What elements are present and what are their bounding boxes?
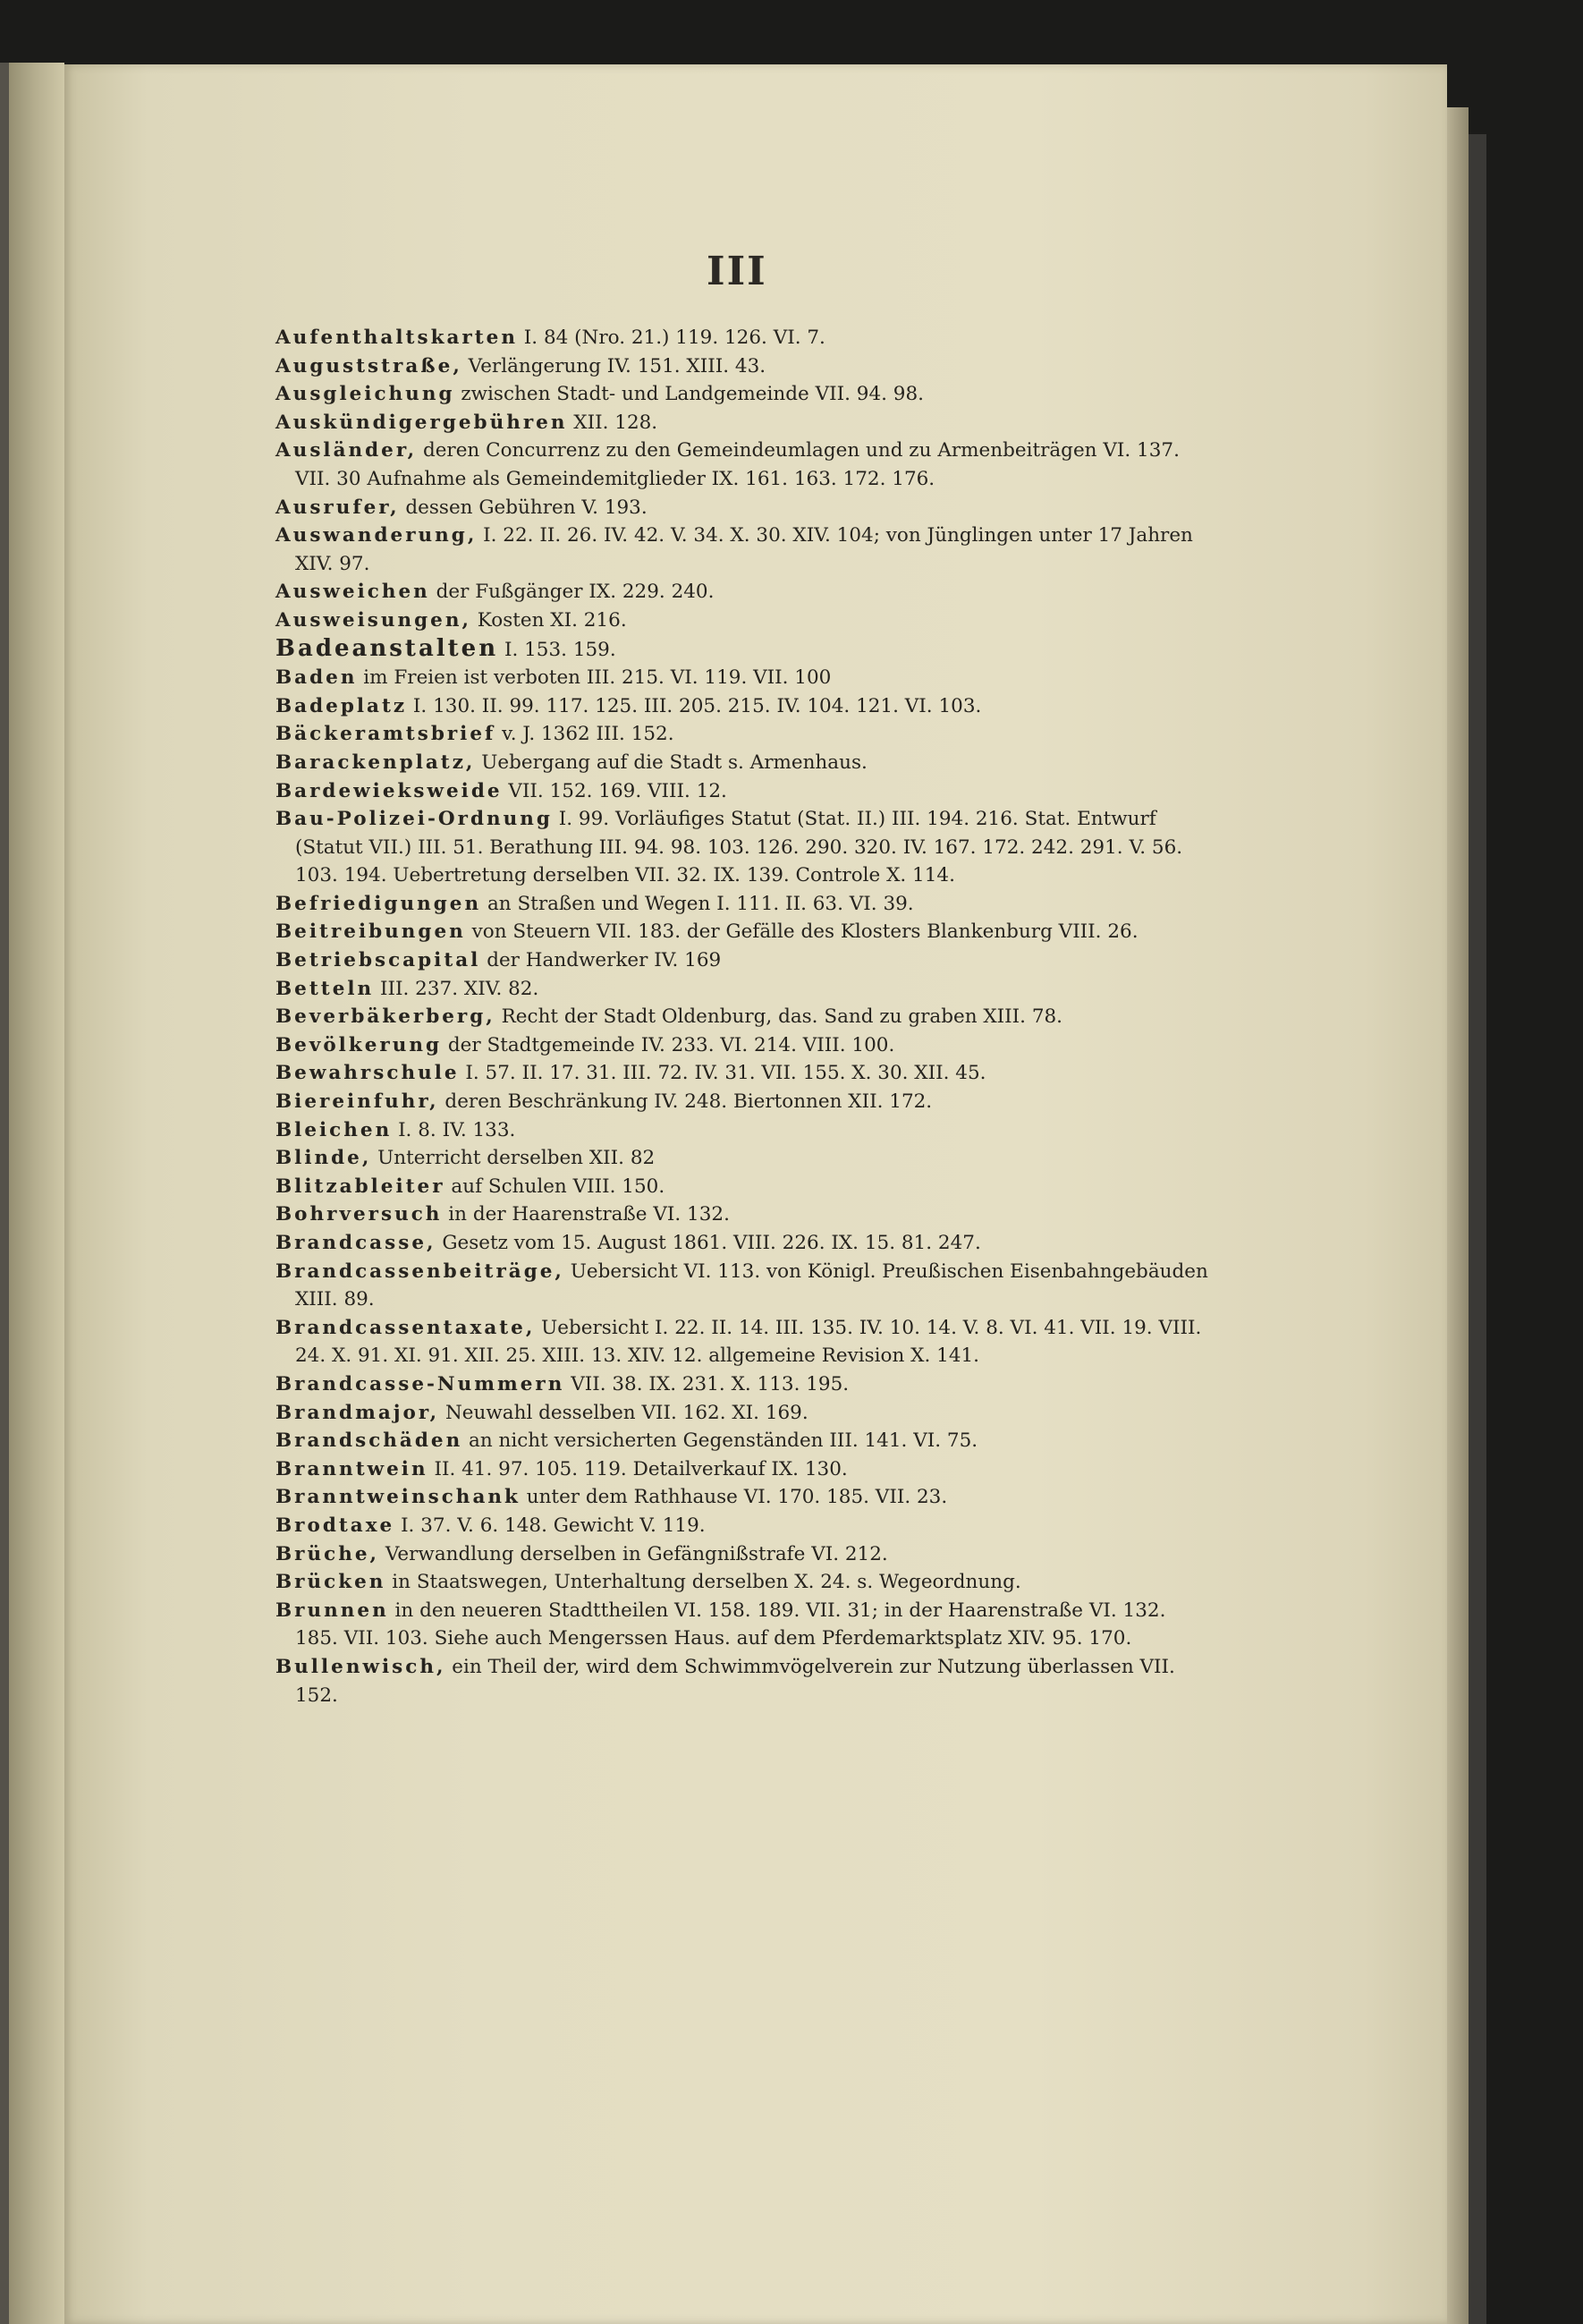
index-entry-references: ein Theil der, wird dem Schwimmvögelverein zur Nutzung überlassen VII. 152.	[295, 1655, 1175, 1707]
index-entry-headword: Bevölkerung	[275, 1033, 443, 1056]
index-entry-references: I. 130. II. 99. 117. 125. III. 205. 215. IV. 104. 121. VI. 103.	[407, 694, 982, 717]
index-entry	[275, 352, 1215, 381]
index-entry	[275, 1314, 1215, 1370]
index-entry-references: Unterricht derselben XII. 82	[371, 1147, 656, 1170]
index-entry	[275, 1568, 1215, 1597]
index-entry	[275, 720, 1215, 749]
index-entry-references: Verwandlung derselben in Gefängnißstrafe VI. 212.	[379, 1542, 888, 1565]
index-entry-headword: Biereinfuhr,	[275, 1090, 439, 1114]
index-entry-references: unter dem Rathhause VI. 170. 185. VII. 23.	[520, 1486, 948, 1509]
index-entry-headword: Branntweinschank	[275, 1486, 521, 1509]
index-entry-headword: Auskündigergebühren	[275, 411, 568, 434]
index-entry	[275, 918, 1215, 946]
index-entry	[275, 1427, 1215, 1455]
index-entry-references: auf Schulen VIII. 150.	[444, 1175, 665, 1198]
index-entry-headword: Barackenplatz,	[275, 751, 476, 774]
index-entry	[275, 975, 1215, 1004]
index-entry-headword: Bleichen	[275, 1118, 393, 1141]
index-entry-references: I. 57. II. 17. 31. III. 72. IV. 31. VII. 155. X. 30. XII. 45.	[459, 1062, 986, 1085]
index-entry-references: in den neueren Stadttheilen VI. 158. 189. VII. 31; in der Haarenstraße VI. 132. 185. VII. 103. Siehe auch Mengerssen Haus. auf dem Pferdemarktsplatz XIV. 95. 170.	[295, 1599, 1166, 1650]
index-entry-references: von Steuern VII. 183. der Gefälle des Klosters Blankenburg VIII. 26.	[465, 920, 1139, 944]
left-cover-edge	[0, 63, 9, 2324]
index-entry	[275, 946, 1215, 975]
index-entry-headword: Brüche,	[275, 1542, 380, 1565]
index-entry-references: deren Concurrenz zu den Gemeindeumlagen und zu Armenbeiträgen VI. 137. VII. 30 Aufnahme als Gemeindemitglieder IX. 161. 163. 172. 176.	[295, 439, 1180, 490]
index-entry	[275, 522, 1215, 578]
index-entry-references: I. 153. 159.	[498, 638, 616, 661]
index-entry	[275, 1483, 1215, 1512]
index-entry-headword: Ausgleichung	[275, 383, 455, 406]
page-number: III	[707, 249, 767, 294]
index-entry-references: II. 41. 97. 105. 119. Detailverkauf IX. 130.	[427, 1457, 848, 1480]
index-entry-headword: Brandcassenbeiträge,	[275, 1260, 564, 1283]
index-entry-headword: Blitzableiter	[275, 1175, 445, 1198]
index-entry-headword: Branntwein	[275, 1457, 428, 1480]
index-entry-headword: Brodtaxe	[275, 1514, 395, 1537]
index-entry-references: an nicht versicherten Gegenständen III. 141. VI. 75.	[462, 1429, 978, 1453]
index-entry-headword: Brandschäden	[275, 1429, 463, 1453]
index-entry-references: in Staatswegen, Unterhaltung derselben X. 24. s. Wegeordnung.	[385, 1571, 1021, 1594]
index-entry-references: Neuwahl desselben VII. 162. XI. 169.	[439, 1401, 808, 1424]
index-entry-headword: Bullenwisch,	[275, 1655, 446, 1678]
index-entry-headword: Bau-Polizei-Ordnung	[275, 808, 553, 831]
index-entry-headword: Brücken	[275, 1571, 386, 1594]
index-entry	[275, 1031, 1215, 1060]
index-entry	[275, 1003, 1215, 1031]
index-entry	[275, 1540, 1215, 1569]
index-entry-headword: Bohrversuch	[275, 1203, 443, 1226]
index-entry-references: Uebergang auf die Stadt s. Armenhaus.	[475, 751, 868, 774]
page-stack-edge	[1447, 107, 1469, 2324]
index-entry-references: VII. 38. IX. 231. X. 113. 195.	[564, 1372, 850, 1395]
index-entry	[275, 409, 1215, 437]
index-entry-references: III. 237. XIV. 82.	[374, 977, 539, 1000]
index-entry-headword: Bardewieksweide	[275, 779, 503, 802]
index-entry	[275, 1200, 1215, 1229]
index-entry-headword: Brandcassentaxate,	[275, 1316, 536, 1339]
index-entry-references: Gesetz vom 15. August 1861. VIII. 226. IX. 15. 81. 247.	[436, 1232, 981, 1254]
index-entry-references: Recht der Stadt Oldenburg, das. Sand zu graben XIII. 78.	[495, 1005, 1063, 1029]
index-entry	[275, 1144, 1215, 1173]
index-entry-headword: Blinde,	[275, 1147, 372, 1170]
index-entry-headword: Betriebscapital	[275, 949, 481, 972]
index-entry-references: der Fußgänger IX. 229. 240.	[429, 581, 715, 604]
index-entry	[275, 664, 1215, 692]
index-entry-headword: Ausweichen	[275, 581, 430, 604]
index-entry-references: dessen Gebühren V. 193.	[399, 496, 648, 519]
index-entry	[275, 1229, 1215, 1258]
index-entry-references: in der Haarenstraße VI. 132.	[442, 1203, 730, 1226]
index-entry	[275, 749, 1215, 777]
index-entry-references: v. J. 1362 III. 152.	[495, 723, 674, 746]
index-entry	[275, 1455, 1215, 1484]
index-entry-references: I. 8. IV. 133.	[392, 1118, 516, 1141]
index-entry	[275, 1370, 1215, 1399]
index-entry	[275, 1258, 1215, 1314]
index-entry	[275, 1116, 1215, 1145]
index-entry-references: I. 37. V. 6. 148. Gewicht V. 119.	[394, 1514, 706, 1537]
index-entry-references: I. 84 (Nro. 21.) 119. 126. VI. 7.	[517, 327, 825, 349]
index-entry-references: zwischen Stadt- und Landgemeinde VII. 94. 98.	[454, 383, 924, 406]
index-entry-headword: Badeanstalten	[275, 634, 499, 662]
index-entry-headword: Baden	[275, 666, 358, 690]
index-entry-references: Kosten XI. 216.	[470, 608, 627, 632]
index-entry-references: an Straßen und Wegen I. 111. II. 63. VI. 39.	[481, 892, 914, 915]
index-entry	[275, 635, 1215, 665]
index-entry-references: XII. 128.	[567, 411, 658, 434]
index-entry-headword: Bewahrschule	[275, 1062, 460, 1085]
index-entry	[275, 890, 1215, 919]
index-entry-headword: Auswanderung,	[275, 524, 478, 547]
index-entry-references: Verlängerung IV. 151. XIII. 43.	[461, 354, 766, 377]
index-entry-references: Uebersicht VI. 113. von Königl. Preußischen Eisenbahngebäuden XIII. 89.	[295, 1260, 1208, 1311]
index-entry	[275, 1512, 1215, 1540]
index-entry-headword: Ausweisungen,	[275, 608, 471, 632]
index-entry	[275, 1173, 1215, 1201]
index-entry	[275, 324, 1215, 352]
index-entry-references: deren Beschränkung IV. 248. Biertonnen XII. 172.	[438, 1090, 933, 1114]
index-entry	[275, 1653, 1215, 1709]
index-entry-references: I. 99. Vorläufiges Statut (Stat. II.) III. 194. 216. Stat. Entwurf (Statut VII.) III. 51. Berathung III. 94. 98. 103. 126. 290. 320. IV. 167. 172. 242. 291. V. 56. 103. 194. Uebertretung derselben VII. 32. IX. 139. Controle X. 114.	[295, 808, 1183, 887]
index-entry-headword: Befriedigungen	[275, 892, 482, 915]
index-entry	[275, 437, 1215, 493]
index-entry	[275, 1088, 1215, 1116]
index-entry	[275, 578, 1215, 606]
left-page-edge	[0, 63, 64, 2324]
index-entry-headword: Ausrufer,	[275, 496, 400, 519]
index-entry	[275, 777, 1215, 806]
index-entry-headword: Betteln	[275, 977, 375, 1000]
index-entry-headword: Beverbäkerberg,	[275, 1005, 495, 1029]
index-entry-headword: Bäckeramtsbrief	[275, 723, 496, 746]
index-entry	[275, 494, 1215, 522]
index-entry	[275, 1059, 1215, 1088]
index-entry-references: Uebersicht I. 22. II. 14. III. 135. IV. 10. 14. V. 8. VI. 41. VII. 19. VIII. 24. X. 91. XI. 91. XII. 25. XIII. 13. XIV. 12. allgemeine Revision X. 141.	[295, 1316, 1202, 1368]
index-entry-references: der Stadtgemeinde IV. 233. VI. 214. VIII. 100.	[442, 1033, 895, 1056]
index-entry	[275, 606, 1215, 635]
index-entry	[275, 1399, 1215, 1428]
index-entry-headword: Aufenthaltskarten	[275, 327, 518, 349]
index-entry-references: I. 22. II. 26. IV. 42. V. 34. X. 30. XIV. 104; von Jünglingen unter 17 Jahren XIV. 97.	[295, 524, 1193, 575]
index-entry	[275, 1597, 1215, 1653]
index-entry-headword: Ausländer,	[275, 439, 418, 462]
index-entry-references: im Freien ist verboten III. 215. VI. 119. VII. 100	[357, 666, 832, 690]
index-entry	[275, 805, 1215, 890]
index-entry-references: der Handwerker IV. 169	[480, 949, 722, 972]
index-entry-headword: Brandcasse,	[275, 1232, 436, 1254]
index-entry-headword: Auguststraße,	[275, 354, 462, 377]
index-list	[275, 324, 1215, 1709]
index-entry-headword: Brunnen	[275, 1599, 389, 1622]
index-entry-headword: Badeplatz	[275, 694, 408, 717]
index-entry-headword: Beitreibungen	[275, 920, 466, 944]
index-entry	[275, 692, 1215, 721]
book-cover-edge	[1469, 134, 1486, 2324]
index-entry-headword: Brandmajor,	[275, 1401, 440, 1424]
index-entry-headword: Brandcasse-Nummern	[275, 1372, 565, 1395]
index-entry	[275, 380, 1215, 409]
index-entry-references: VII. 152. 169. VIII. 12.	[502, 779, 727, 802]
